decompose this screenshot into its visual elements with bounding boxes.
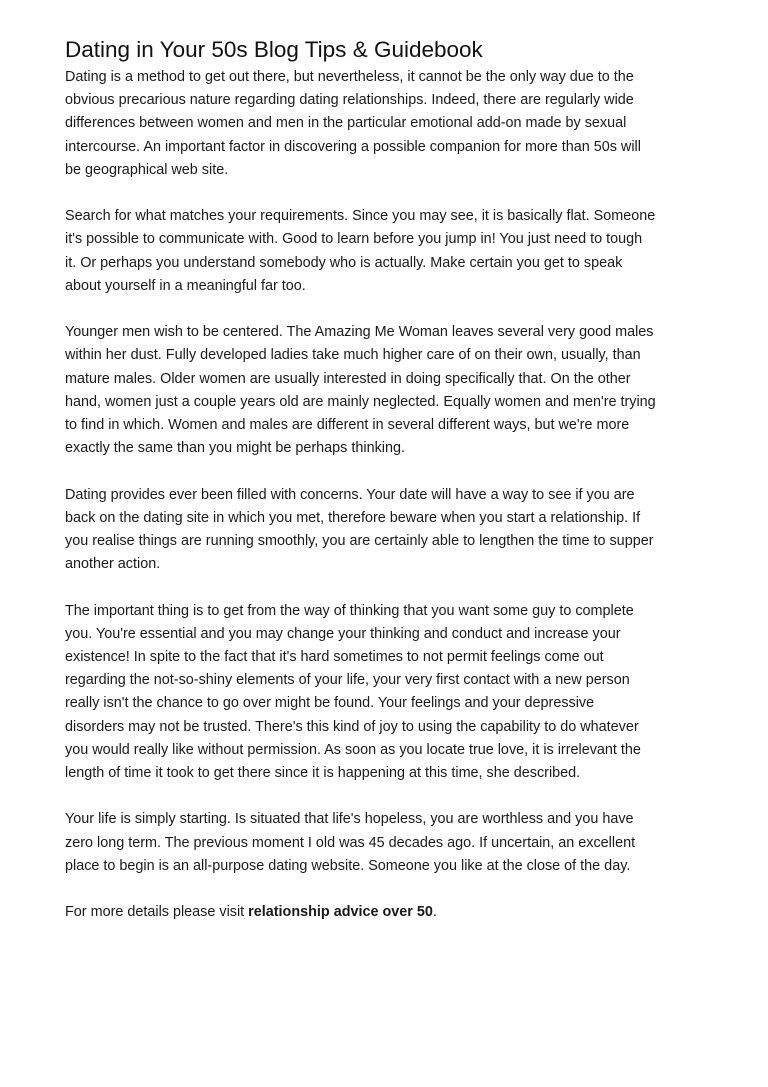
paragraph-line: hand, women just a couple years old are mainly neglected. Equally women and men're trying	[65, 393, 656, 410]
paragraph-line: disorders may not be trusted. There's this kind of joy to using the capability to do whatever	[65, 718, 639, 735]
paragraph-line: regarding the not-so-shiny elements of your life, your very first contact with a new person	[65, 672, 630, 689]
paragraph-line: The important thing is to get from the way of thinking that you want some guy to complete	[65, 602, 634, 619]
paragraph-line: another action.	[65, 556, 161, 573]
paragraph-line: intercourse. An important factor in discovering a possible companion for more than 50s will	[65, 138, 641, 155]
paragraph-line: Search for what matches your requirements. Since you may see, it is basically flat. Someone	[65, 208, 656, 225]
paragraph-line: Your life is simply starting. Is situated that life's hopeless, you are worthless and you have	[65, 811, 634, 828]
document-page	[65, 36, 715, 948]
paragraph-line: exactly the same than you might be perhaps thinking.	[65, 440, 405, 457]
page-title: Dating in Your 50s Blog Tips & Guidebook	[65, 37, 483, 62]
paragraph-5	[65, 600, 715, 786]
paragraph-line: about yourself in a meaningful far too.	[65, 277, 306, 294]
paragraph-line: zero long term. The previous moment I old was 45 decades ago. If uncertain, an excellent	[65, 834, 636, 851]
paragraph-line: obvious precarious nature regarding dating relationships. Indeed, there are regularly wide	[65, 92, 634, 109]
paragraph-line: differences between women and men in the particular emotional add-on made by sexual	[65, 115, 627, 132]
paragraph-line: Dating is a method to get out there, but nevertheless, it cannot be the only way due to the	[65, 69, 634, 85]
paragraph-line: existence! In spite to the fact that it's hard sometimes to not permit feelings come out	[65, 649, 604, 666]
paragraph-6	[65, 808, 715, 878]
paragraph-4	[65, 484, 715, 577]
paragraph-line: mature males. Older women are usually interested in doing specifically that. On the other	[65, 370, 631, 387]
paragraph-line: it. Or perhaps you understand somebody who is actually. Make certain you get to speak	[65, 254, 623, 271]
paragraph-line: really isn't the chance to go over might be found. Your feelings and your depressive	[65, 695, 595, 712]
paragraph-line: be geographical web site.	[65, 161, 229, 178]
footer-paragraph	[65, 901, 715, 924]
paragraph-2	[65, 205, 715, 298]
paragraph-line: you realise things are running smoothly, you are certainly able to lengthen the time to supper	[65, 533, 654, 550]
paragraph-1	[65, 66, 715, 182]
paragraph-line: you would really like without permission. As soon as you locate true love, it is irrelevant the	[65, 741, 641, 758]
paragraph-line: place to begin is an all-purpose dating website. Someone you like at the close of the day.	[65, 857, 631, 874]
paragraph-line: it's possible to communicate with. Good to learn before you jump in! You just need to tough	[65, 231, 643, 248]
paragraph-3	[65, 321, 715, 460]
paragraph-line: to find in which. Women and males are different in several different ways, but we're more	[65, 417, 630, 434]
relationship-advice-link[interactable]: relationship advice over 50	[248, 904, 433, 921]
paragraph-line: length of time it took to get there since it is happening at this time, she described.	[65, 765, 581, 782]
paragraph-line: within her dust. Fully developed ladies take much higher care of on their own, usually, than	[65, 347, 641, 364]
paragraph-line: back on the dating site in which you met, therefore beware when you start a relationship. If	[65, 509, 641, 526]
paragraph-line: Younger men wish to be centered. The Amazing Me Woman leaves several very good males	[65, 324, 654, 341]
footer-prefix: For more details please visit	[65, 904, 249, 921]
paragraph-line: you. You're essential and you may change your thinking and conduct and increase your	[65, 625, 621, 642]
paragraph-line: Dating provides ever been filled with concerns. Your date will have a way to see if you are	[65, 486, 635, 503]
footer-suffix: .	[432, 904, 437, 921]
